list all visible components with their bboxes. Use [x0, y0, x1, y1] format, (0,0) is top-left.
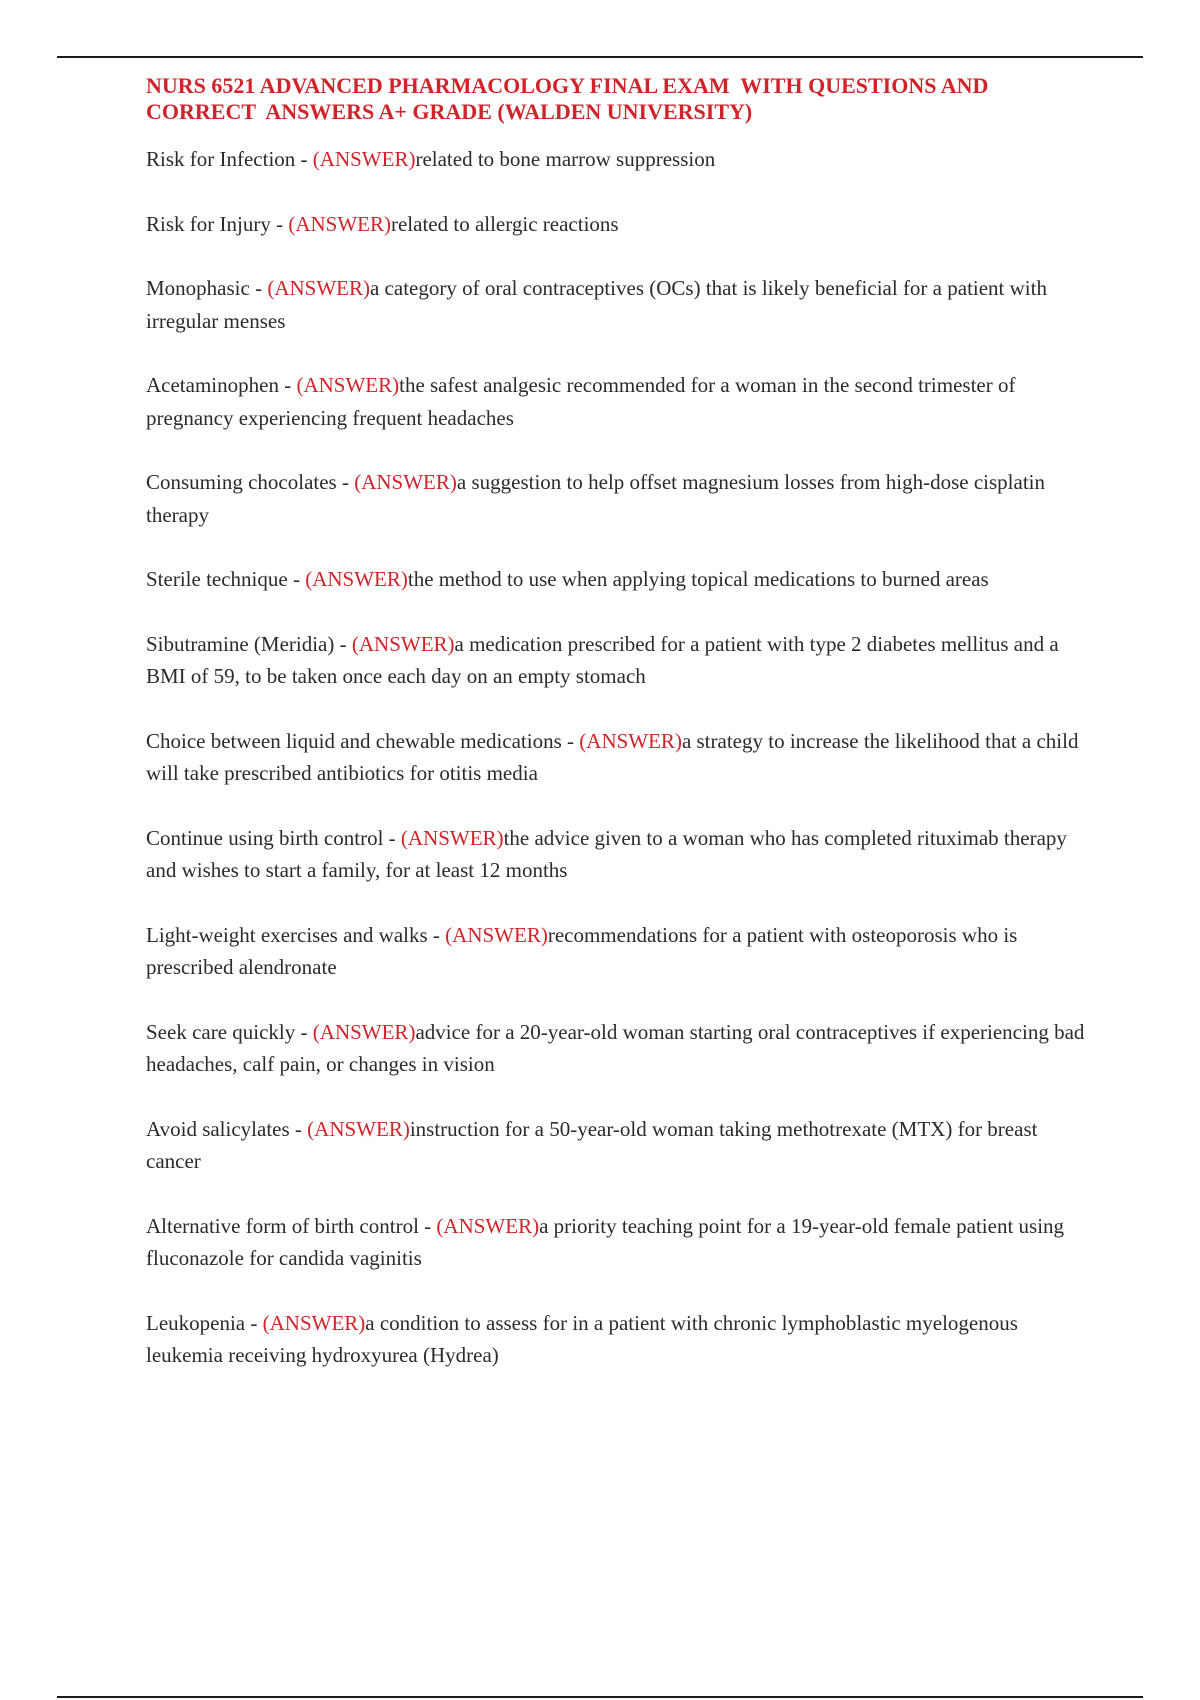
- qa-term: Continue using birth control: [146, 825, 384, 850]
- qa-item: [146, 563, 1096, 596]
- bottom-divider: [57, 1696, 1143, 1698]
- qa-answer: advice for a 20-year-old woman starting oral contraceptives if experiencing bad headaches, calf pain, or changes in vision: [146, 1019, 1085, 1076]
- answer-tag: (ANSWER): [354, 470, 457, 494]
- answer-tag: (ANSWER): [436, 1213, 540, 1238]
- qa-separator: -: [383, 825, 401, 850]
- answer-tag: (ANSWER): [296, 373, 400, 397]
- qa-list: [146, 143, 1096, 1372]
- qa-answer: a medication prescribed for a patient with type 2 diabetes mellitus and a BMI of 59, to be taken once each day on an empty stomach: [146, 631, 1059, 688]
- answer-tag: (ANSWER): [307, 1116, 410, 1141]
- qa-item: [146, 1016, 1096, 1081]
- answer-tag: (ANSWER): [400, 825, 504, 850]
- qa-term: Risk for Infection: [146, 147, 296, 171]
- document-title: NURS 6521 ADVANCED PHARMACOLOGY FINAL EXAM WITH QUESTIONS AND CORRECT ANSWERS A+ GRADE (WALDEN UNIVERSITY): [146, 73, 994, 124]
- qa-term: Seek care quickly: [146, 1019, 296, 1044]
- qa-separator: -: [336, 470, 355, 494]
- qa-answer: the advice given to a woman who has completed rituximab therapy and wishes to start a family, for at least 12 months: [146, 825, 1067, 882]
- qa-term: Leukopenia: [146, 1310, 246, 1335]
- qa-term: Consuming chocolates: [146, 470, 337, 494]
- answer-tag: (ANSWER): [445, 922, 548, 947]
- qa-separator: -: [245, 1310, 263, 1335]
- qa-item: [146, 1307, 1096, 1372]
- qa-term: Risk for Injury: [146, 211, 271, 236]
- qa-separator: -: [278, 373, 297, 397]
- qa-item: [146, 628, 1096, 693]
- qa-answer: related to bone marrow suppression: [415, 147, 716, 171]
- answer-tag: (ANSWER): [579, 728, 682, 753]
- qa-separator: -: [287, 567, 306, 591]
- qa-answer: the method to use when applying topical medications to burned areas: [407, 567, 989, 591]
- qa-answer: recommendations for a patient with osteoporosis who is prescribed alendronate: [146, 922, 1018, 979]
- qa-item: [146, 208, 1096, 241]
- qa-separator: -: [561, 728, 580, 753]
- document-body: [146, 73, 1096, 1404]
- qa-answer: the safest analgesic recommended for a woman in the second trimester of pregnancy experiencing frequent headaches: [146, 373, 1016, 430]
- qa-term: Sterile technique: [146, 567, 288, 591]
- qa-term: Acetaminophen: [146, 373, 279, 397]
- qa-term: Alternative form of birth control: [146, 1213, 419, 1238]
- qa-term: Choice between liquid and chewable medications: [146, 728, 562, 753]
- answer-tag: (ANSWER): [262, 1310, 366, 1335]
- qa-answer: related to allergic reactions: [390, 211, 619, 236]
- qa-separator: -: [334, 631, 352, 656]
- qa-answer: a suggestion to help offset magnesium losses from high-dose cisplatin therapy: [146, 470, 1046, 527]
- qa-answer: instruction for a 50-year-old woman taking methotrexate (MTX) for breast cancer: [146, 1116, 1038, 1173]
- qa-item: [146, 919, 1096, 984]
- qa-item: [146, 466, 1096, 531]
- qa-separator: -: [427, 922, 446, 947]
- qa-answer: a priority teaching point for a 19-year-old female patient using fluconazole for candida vaginitis: [146, 1213, 1065, 1270]
- qa-answer: a condition to assess for in a patient with chronic lymphoblastic myelogenous leukemia receiving hydroxyurea (Hydrea): [146, 1310, 1018, 1367]
- answer-tag: (ANSWER): [312, 147, 416, 171]
- qa-term: Sibutramine (Meridia): [146, 631, 335, 656]
- qa-separator: -: [289, 1116, 308, 1141]
- answer-tag: (ANSWER): [312, 1019, 416, 1044]
- qa-item: [146, 822, 1096, 887]
- qa-answer: a strategy to increase the likelihood that a child will take prescribed antibiotics for otitis media: [146, 728, 1079, 785]
- qa-term: Light-weight exercises and walks: [146, 922, 428, 947]
- answer-tag: (ANSWER): [288, 211, 391, 236]
- qa-term: Avoid salicylates: [146, 1116, 290, 1141]
- qa-separator: -: [295, 1019, 313, 1044]
- qa-separator: -: [249, 276, 268, 300]
- qa-item: [146, 272, 1096, 337]
- qa-separator: -: [295, 147, 313, 171]
- qa-item: [146, 143, 1096, 176]
- qa-separator: -: [418, 1213, 437, 1238]
- qa-term: Monophasic: [146, 276, 250, 300]
- answer-tag: (ANSWER): [305, 567, 408, 591]
- qa-separator: -: [270, 211, 289, 236]
- answer-tag: (ANSWER): [267, 276, 370, 300]
- answer-tag: (ANSWER): [351, 631, 455, 656]
- qa-item: [146, 1113, 1096, 1178]
- qa-item: [146, 1210, 1096, 1275]
- top-divider: [57, 56, 1143, 58]
- qa-item: [146, 725, 1096, 790]
- qa-answer: a category of oral contraceptives (OCs) that is likely beneficial for a patient with irregular menses: [146, 276, 1047, 333]
- qa-item: [146, 369, 1096, 434]
